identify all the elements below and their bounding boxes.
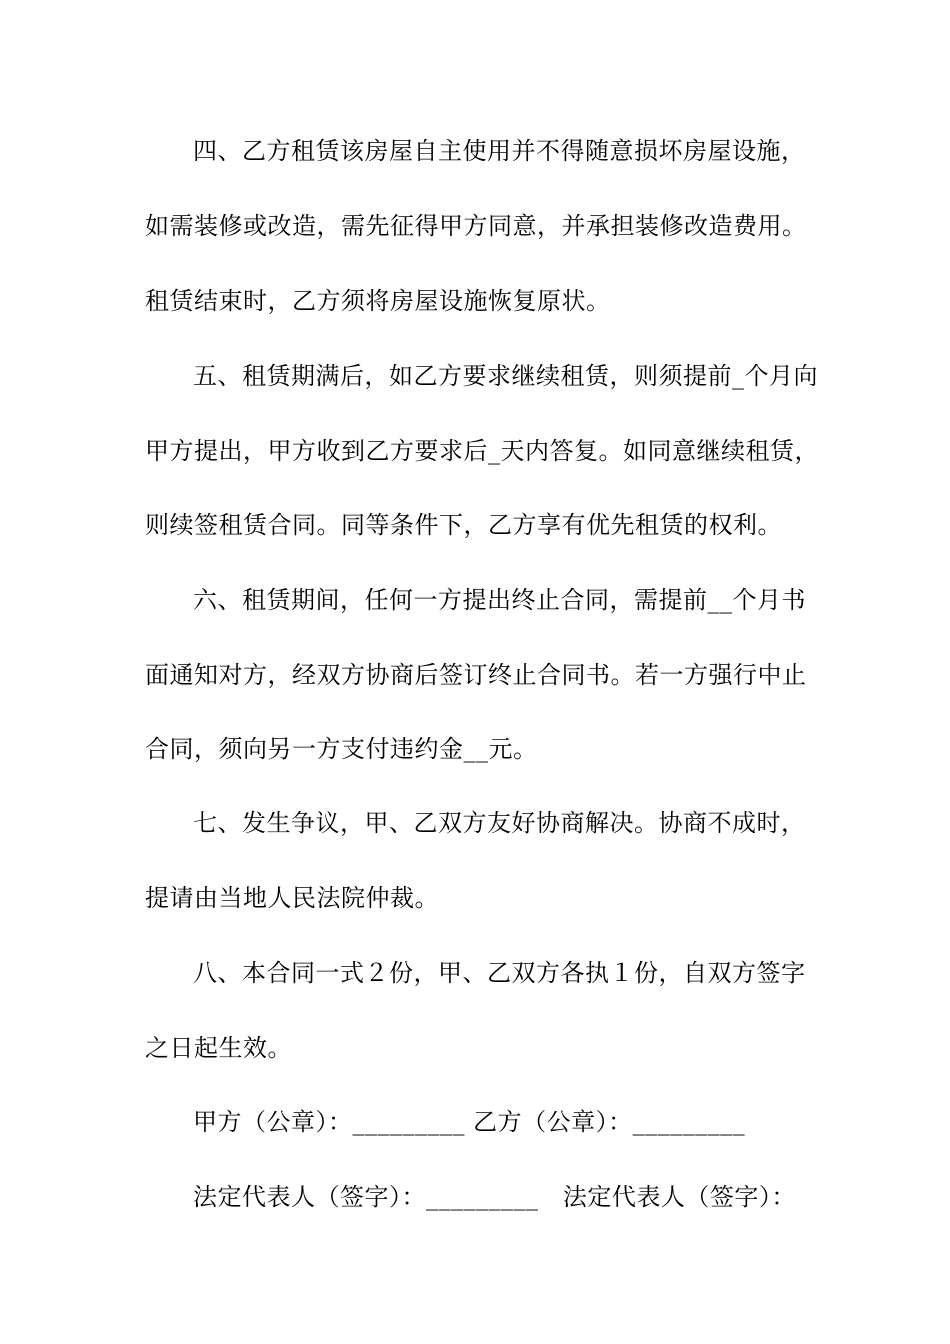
clause-7-line-1: 七、发生争议，甲、乙双方友好协商解决。协商不成时， bbox=[193, 809, 806, 837]
legal-rep-signature-line: 法定代表人（签字）：_________ 法定代表人（签字）： bbox=[193, 1183, 796, 1211]
clause-4-line-2: 如需装修或改造，需先征得甲方同意，并承担装修改造费用。 bbox=[145, 212, 807, 240]
clause-7-line-2: 提请由当地人民法院仲裁。 bbox=[145, 884, 439, 912]
clause-5-line-1: 五、租赁期满后，如乙方要求继续租赁，则须提前_个月向 bbox=[193, 362, 818, 390]
clause-6-line-1: 六、租赁期间，任何一方提出终止合同，需提前__个月书 bbox=[193, 586, 806, 614]
clause-6-line-3: 合同，须向另一方支付违约金__元。 bbox=[145, 735, 538, 763]
clause-4-line-3: 租赁结束时，乙方须将房屋设施恢复原状。 bbox=[145, 287, 611, 315]
clause-4-line-1: 四、乙方租赁该房屋自主使用并不得随意损坏房屋设施， bbox=[193, 137, 806, 165]
clause-5-line-2: 甲方提出，甲方收到乙方要求后_天内答复。如同意继续租赁， bbox=[145, 437, 819, 465]
clause-8-line-1: 八、本合同一式２份，甲、乙双方各执１份，自双方签字 bbox=[193, 959, 806, 987]
party-seal-line: 甲方（公章）：_________ 乙方（公章）：_________ bbox=[193, 1108, 746, 1136]
clause-5-line-3: 则续签租赁合同。同等条件下，乙方享有优先租赁的权利。 bbox=[145, 511, 782, 539]
clause-6-line-2: 面通知对方，经双方协商后签订终止合同书。若一方强行中止 bbox=[145, 661, 807, 689]
clause-8-line-2: 之日起生效。 bbox=[145, 1034, 292, 1062]
